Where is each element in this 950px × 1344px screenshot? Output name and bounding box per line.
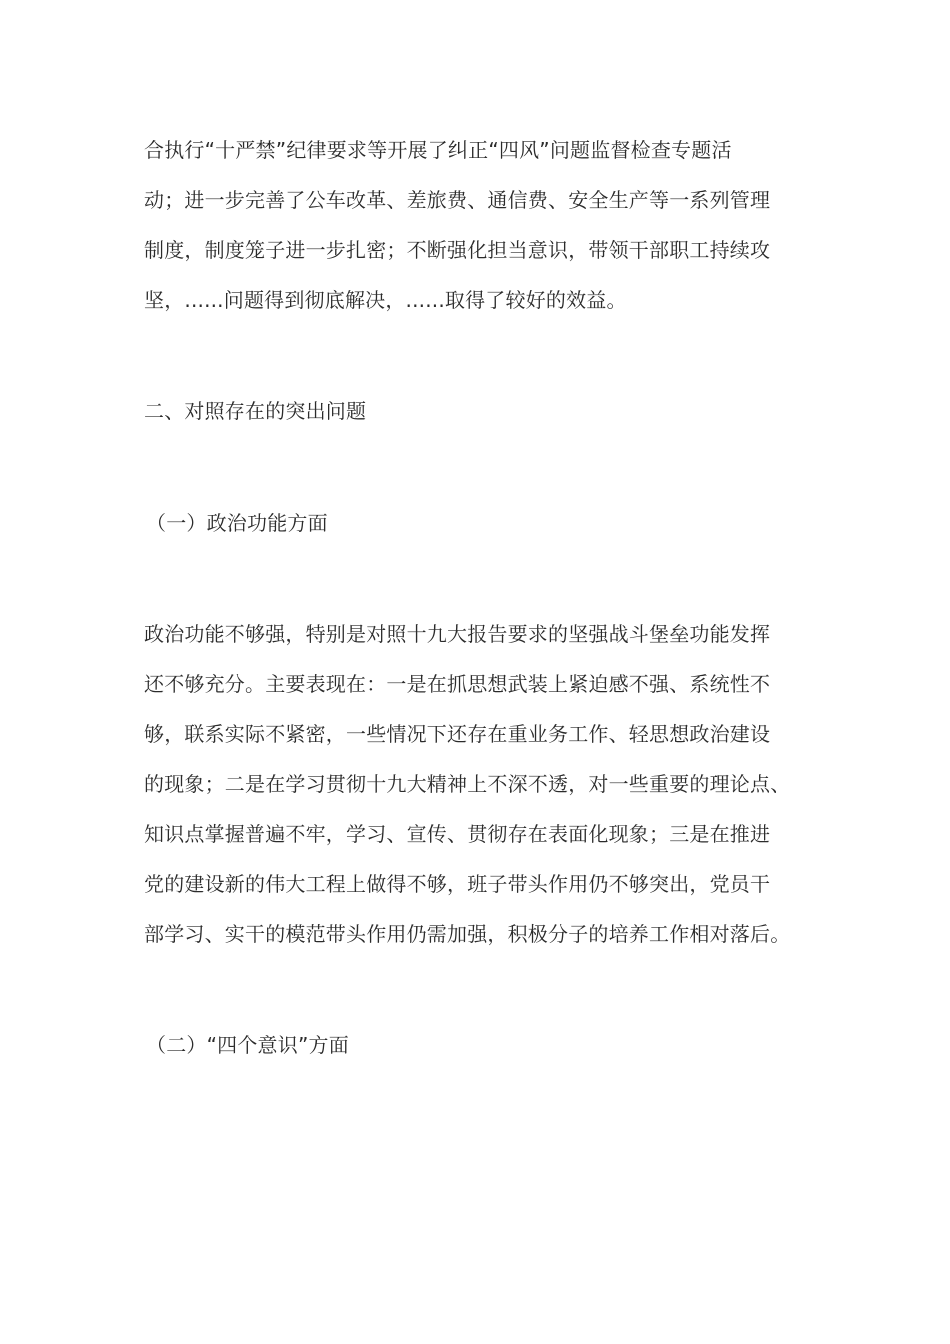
paragraph-2-line-2: 还不够充分。主要表现在：一是在抓思想武装上紧迫感不强、系统性不 [144, 672, 771, 696]
paragraph-1-line-3: 制度，制度笼子进一步扎密；不断强化担当意识，带领干部职工持续攻 [144, 238, 771, 262]
section-2-heading: 二、对照存在的突出问题 [144, 399, 367, 423]
paragraph-1-line-1: 合执行“十严禁”纪律要求等开展了纠正“四风”问题监督检查专题活 [144, 138, 732, 162]
subsection-2-heading: （二）“四个意识”方面 [146, 1033, 349, 1057]
subsection-1-heading: （一）政治功能方面 [146, 511, 328, 535]
paragraph-2-line-6: 党的建设新的伟大工程上做得不够，班子带头作用仍不够突出，党员干 [144, 872, 771, 896]
paragraph-2-line-4: 的现象；二是在学习贯彻十九大精神上不深不透，对一些重要的理论点、 [144, 772, 791, 796]
paragraph-2-line-3: 够，联系实际不紧密，一些情况下还存在重业务工作、轻思想政治建设 [144, 722, 771, 746]
paragraph-2-line-7: 部学习、实干的模范带头作用仍需加强，积极分子的培养工作相对落后。 [144, 922, 791, 946]
paragraph-2-line-1: 政治功能不够强，特别是对照十九大报告要求的坚强战斗堡垒功能发挥 [144, 622, 771, 646]
paragraph-1-line-2: 动；进一步完善了公车改革、差旅费、通信费、安全生产等一系列管理 [144, 188, 771, 212]
paragraph-2-line-5: 知识点掌握普遍不牢，学习、宣传、贯彻存在表面化现象；三是在推进 [144, 822, 771, 846]
paragraph-1-line-4: 坚，......问题得到彻底解决，......取得了较好的效益。 [144, 288, 627, 312]
